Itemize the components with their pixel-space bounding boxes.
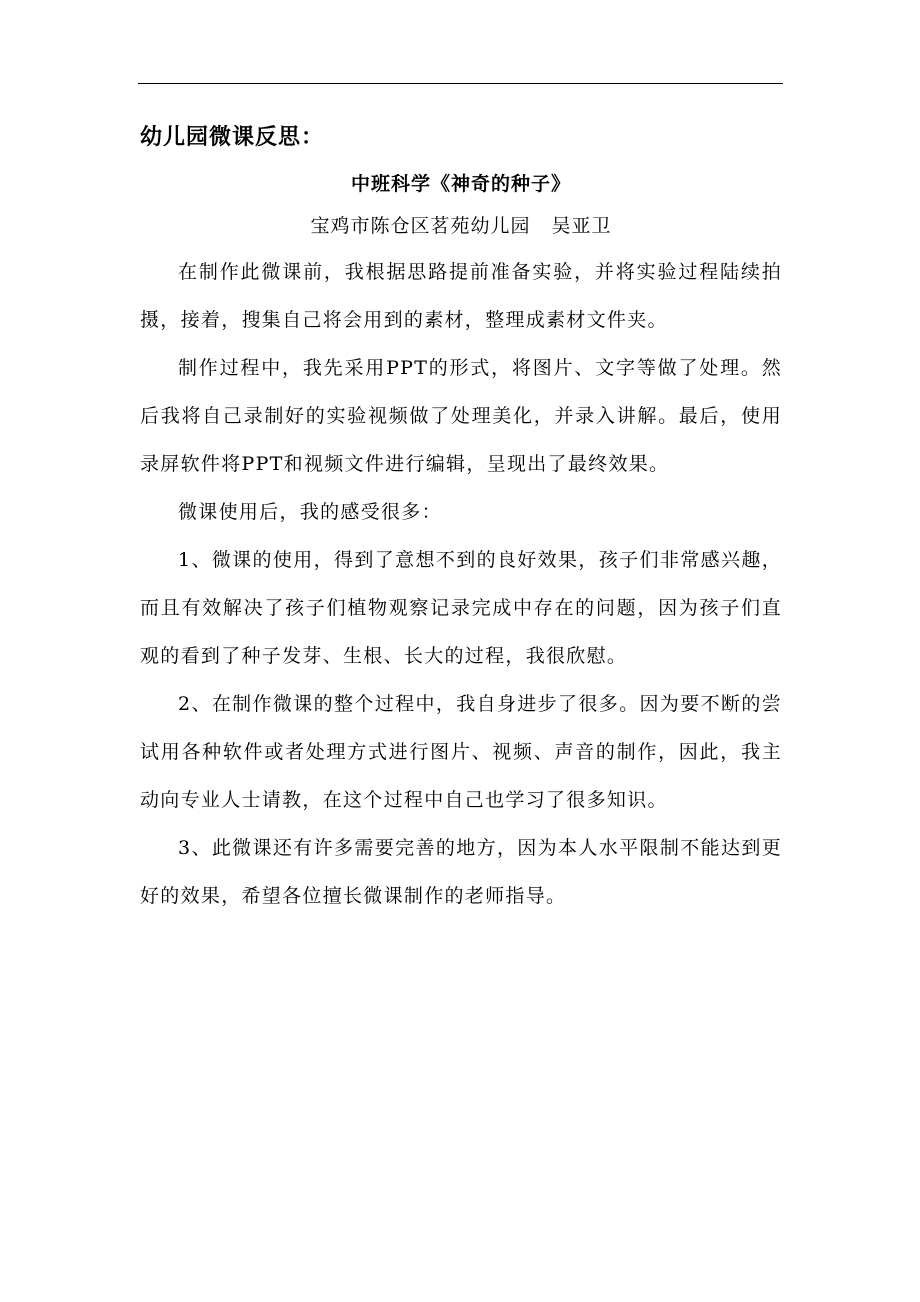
header-rule bbox=[138, 83, 783, 84]
paragraph: 微课使用后，我的感受很多： bbox=[178, 501, 442, 523]
paragraph: 2、在制作微课的整个过程中，我自身进步了很多。因为要不断的尝试用各种软件或者处理方式进行图片、视频、声音的制作，因此，我主动向专业人士请教，在这个过程中自己也学习了很多知识。 bbox=[140, 693, 782, 811]
document-body bbox=[140, 108, 782, 920]
paragraph: 1、微课的使用，得到了意想不到的良好效果，孩子们非常感兴趣，而且有效解决了孩子们植物观察记录完成中存在的问题，因为孩子们直观的看到了种子发芽、生根、长大的过程，我很欣慰。 bbox=[140, 549, 782, 667]
lesson-subtitle: 中班科学《神奇的种子》 bbox=[350, 173, 571, 195]
author-line: 宝鸡市陈仓区茗苑幼儿园 吴亚卫 bbox=[310, 215, 612, 237]
document-title: 幼儿园微课反思： bbox=[140, 124, 325, 150]
paragraph: 在制作此微课前，我根据思路提前准备实验，并将实验过程陆续拍摄，接着，搜集自己将会用到的素材，整理成素材文件夹。 bbox=[140, 261, 782, 331]
paragraph: 3、此微课还有许多需要完善的地方，因为本人水平限制不能达到更好的效果，希望各位擅长微课制作的老师指导。 bbox=[140, 837, 782, 907]
paragraph: 制作过程中，我先采用PPT的形式，将图片、文字等做了处理。然后我将自己录制好的实验视频做了处理美化，并录入讲解。最后，使用录屏软件将PPT和视频文件进行编辑，呈现出了最终效果。 bbox=[140, 357, 782, 475]
